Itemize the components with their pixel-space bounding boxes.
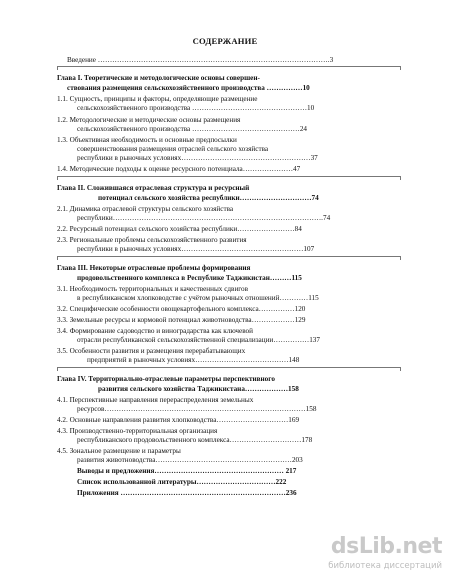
toc-entry-line: 3.3. Земельные ресурсы и кормовой потенциал животноводства………………129 bbox=[57, 316, 306, 324]
watermark-logo: dsLib.net bbox=[330, 534, 442, 559]
toc-entry-line: 4.1. Перспективные направления перераспределения земельных bbox=[57, 396, 254, 404]
toc-entry-line: 4.5. Зональное размещение и параметры bbox=[57, 447, 181, 455]
toc-entry-line: 2.2. Ресурсный потенциал сельского хозяйства республики……………………84 bbox=[57, 225, 302, 233]
page-title: СОДЕРЖАНИЕ bbox=[192, 36, 258, 46]
toc-entry-line: развития животноводства…………………………………………………203 bbox=[77, 456, 303, 464]
toc-entry-line: совершенствования размещения отраслей сельского хозяйства bbox=[77, 145, 269, 153]
toc-heading-line: Выводы и предложения……………………………………………… 217 bbox=[77, 467, 297, 475]
toc-heading-line: развития сельского хозяйства Таджикистана………………158 bbox=[98, 385, 299, 393]
toc-entry-line: 3.1. Необходимость территориальных и качественных сдвигов bbox=[57, 285, 249, 293]
toc-entry-line: отрасли республиканской сельскохозяйственной специализации……………137 bbox=[77, 336, 320, 344]
toc-entry-line: 2.3. Региональные проблемы сельскохозяйственного развития bbox=[57, 236, 247, 244]
toc-entry-line: республики в рыночных условиях……………………………………………107 bbox=[77, 245, 315, 253]
toc-heading-line: Список использованной литературы……………………………222 bbox=[77, 478, 287, 486]
toc-heading-line: Глава IV. Территориально-отраслевые параметры перспективного bbox=[57, 375, 275, 383]
toc-entry-line: 1.1. Сущность, принципы и факторы, определяющие размещение bbox=[57, 95, 258, 103]
toc-entry-line: 3.5. Особенности развития и размещения перерабатывающих bbox=[57, 347, 246, 355]
chapter-divider bbox=[57, 367, 401, 368]
toc-entry-line: республики…………………………………………………………………………….74 bbox=[77, 214, 331, 222]
toc-entry-line: республики в рыночных условиях………………………………………………37 bbox=[77, 154, 318, 162]
toc-entry-line: сельскохозяйственного производства ………………………………………24 bbox=[77, 125, 308, 133]
watermark-subtitle: библиотека диссертаций bbox=[328, 561, 442, 571]
toc-entry-line: ресурсов…………………………………………………………………………158 bbox=[77, 405, 317, 413]
toc-entry-line: Введение …………………………………………………………………………………….3 bbox=[67, 56, 334, 64]
toc-entry-line: 1.2. Методологические и методические основы размещения bbox=[57, 116, 241, 124]
toc-entry-line: 3.2. Специфические особенности овощекартофельного комплекса……………120 bbox=[57, 305, 306, 313]
toc-entry-line: республиканского продовольственного комплекса…………………………178 bbox=[77, 436, 313, 444]
toc-heading-line: Глава I. Теоретические и методологические основы совершен- bbox=[57, 74, 260, 82]
toc-entry-line: 1.3. Объективная необходимость и основные предпосылки bbox=[57, 136, 237, 144]
toc-heading-line: продовольственного комплекса в Республике Таджикистан………115 bbox=[77, 274, 302, 282]
toc-entry-line: 4.3. Производственно-территориальная организация bbox=[57, 427, 218, 435]
chapter-divider bbox=[57, 176, 401, 177]
toc-heading-line: Глава II. Сложившаяся отраслевая структура и ресурсный bbox=[57, 184, 250, 192]
toc-heading-line: Приложения ……………………………………………………………236 bbox=[77, 489, 297, 497]
toc-entry-line: 3.4. Формирование садоводство и виноградарства как ключевой bbox=[57, 327, 253, 335]
toc-entry-line: 2.1. Динамика отраслевой структуры сельского хозяйства bbox=[57, 205, 234, 213]
toc-entry-line: 4.2. Основные направления развития хлопководства…………………………169 bbox=[57, 416, 300, 424]
chapter-divider bbox=[57, 66, 401, 67]
toc-entry-line: в республиканском хлопководстве с учётом рыночных отношений…………115 bbox=[77, 294, 319, 302]
watermark bbox=[292, 534, 442, 578]
toc-entry-line: сельскохозяйственного производства …………………………………………10 bbox=[77, 104, 315, 112]
toc-entry-line: предприятий в рыночных условиях…………………………………148 bbox=[87, 356, 300, 364]
chapter-divider bbox=[57, 256, 401, 257]
toc-heading-line: ствования размещения сельскохозяйственного производства ……………10 bbox=[67, 84, 310, 92]
toc-heading-line: потенциал сельского хозяйства республики…………………………74 bbox=[98, 194, 319, 202]
toc-heading-line: Глава III. Некоторые отраслевые проблемы формирования bbox=[57, 264, 251, 272]
toc-entry-line: 1.4. Методические подходы к оценке ресурсного потенциала…………………47 bbox=[57, 165, 301, 173]
